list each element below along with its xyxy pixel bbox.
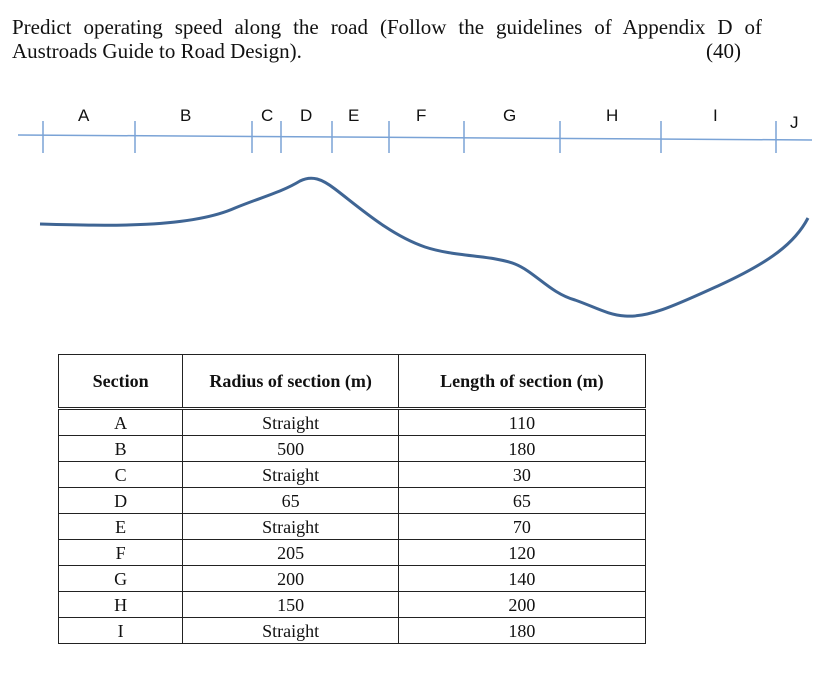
cell-length: 180: [398, 618, 645, 644]
section-label-i: I: [713, 106, 718, 125]
sections-table: [58, 354, 646, 644]
section-label-c: C: [261, 106, 274, 125]
table-row: [59, 592, 646, 618]
cell-length: 65: [398, 488, 645, 514]
cell-section: G: [59, 566, 183, 592]
header-section: Section: [59, 355, 183, 409]
chainage-line: [18, 135, 812, 140]
table-row: [59, 488, 646, 514]
cell-section: I: [59, 618, 183, 644]
table-row: [59, 540, 646, 566]
table-row: [59, 566, 646, 592]
cell-radius: Straight: [183, 409, 398, 436]
section-label-j: J: [790, 113, 799, 132]
cell-length: 180: [398, 436, 645, 462]
section-label-a: A: [78, 106, 90, 125]
table-row: [59, 514, 646, 540]
road-alignment: [40, 178, 808, 316]
header-radius: Radius of section (m): [183, 355, 398, 409]
cell-radius: 150: [183, 592, 398, 618]
cell-length: 120: [398, 540, 645, 566]
cell-section: B: [59, 436, 183, 462]
section-label-g: G: [503, 106, 517, 125]
section-labels: [78, 106, 799, 132]
cell-radius: Straight: [183, 462, 398, 488]
cell-section: D: [59, 488, 183, 514]
cell-length: 30: [398, 462, 645, 488]
cell-radius: 205: [183, 540, 398, 566]
section-label-b: B: [180, 106, 192, 125]
road-diagram: [0, 95, 830, 335]
question-text: Predict operating speed along the road (Follow the guidelines of Appendix D of: [12, 15, 762, 39]
cell-length: 110: [398, 409, 645, 436]
section-label-d: D: [300, 106, 313, 125]
cell-section: F: [59, 540, 183, 566]
cell-length: 200: [398, 592, 645, 618]
table-row: [59, 409, 646, 436]
question-text-line2: Austroads Guide to Road Design).: [12, 39, 302, 63]
cell-radius: 500: [183, 436, 398, 462]
cell-radius: Straight: [183, 514, 398, 540]
table-row: [59, 462, 646, 488]
cell-length: 70: [398, 514, 645, 540]
marks-value: (40): [706, 39, 741, 63]
cell-radius: 200: [183, 566, 398, 592]
section-label-h: H: [606, 106, 619, 125]
cell-radius: Straight: [183, 618, 398, 644]
table-header-row: [59, 355, 646, 409]
cell-radius: 65: [183, 488, 398, 514]
table-row: [59, 618, 646, 644]
cell-section: E: [59, 514, 183, 540]
cell-section: A: [59, 409, 183, 436]
cell-section: C: [59, 462, 183, 488]
cell-length: 140: [398, 566, 645, 592]
table-row: [59, 436, 646, 462]
cell-section: H: [59, 592, 183, 618]
section-label-f: F: [416, 106, 427, 125]
header-length: Length of section (m): [398, 355, 645, 409]
section-label-e: E: [348, 106, 360, 125]
